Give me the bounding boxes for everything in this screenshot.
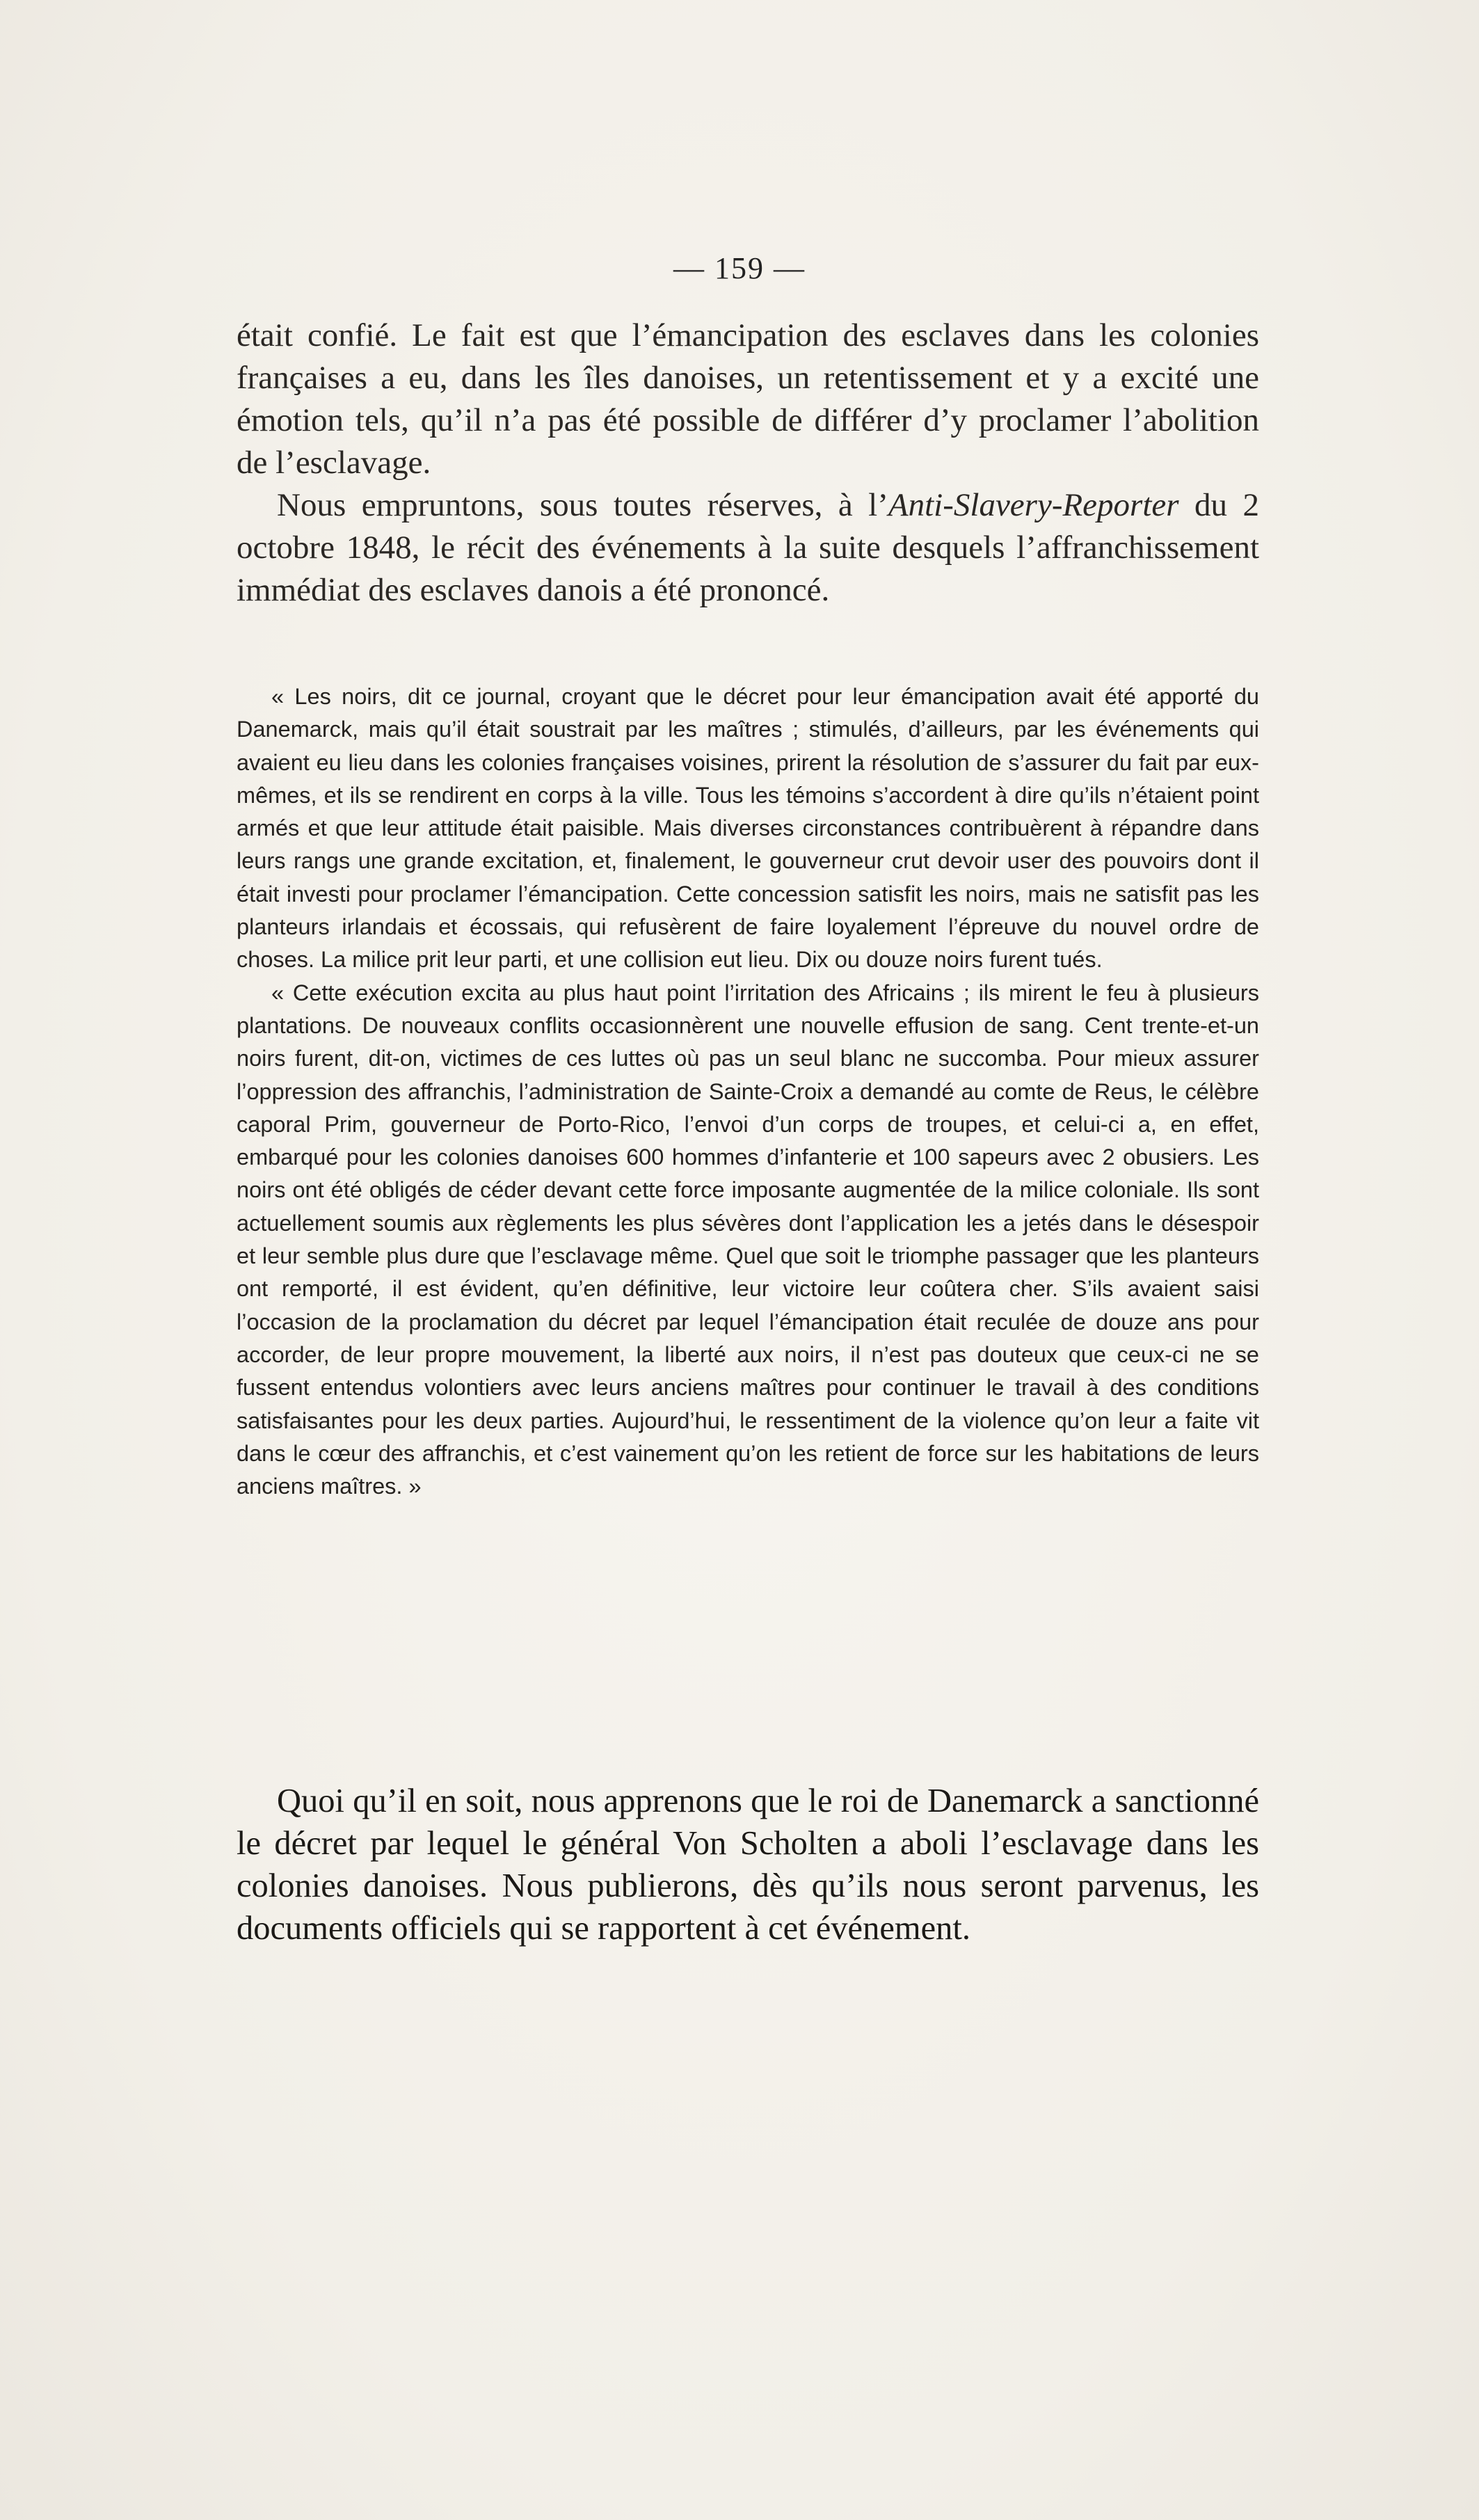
quote-paragraph-2: « Cette exécution excita au plus haut point l’irritation des Africains ; ils mirent le feu à plusieurs plantations. De nouveaux conflits occasionnèrent une nouvelle effusion de sang. Cent trente-et-un noirs furent, dit-on, victimes de ces luttes où pas un seul blanc ne succomba. Pour mieux assurer l’oppression des affranchis, l’administration de Sainte-Croix a demandé au comte de Reus, le célèbre caporal Prim, gouverneur de Porto-Rico, l’envoi d’un corps de troupes, et celui-ci a, en effet, embarqué pour les colonies danoises 600 hommes d’infanterie et 100 sapeurs avec 2 obusiers. Les noirs ont été obligés de céder devant cette force imposante augmentée de la milice coloniale. Ils sont actuellement soumis aux règlements les plus sévères dont l’application les a jetés dans le désespoir et leur semble plus dure que l’esclavage même. Quel que soit le triomphe passager que les planteurs ont remporté, il est évident, qu’en définitive, leur victoire leur coûtera cher. S’ils avaient saisi l’occasion de la proclamation du décret par lequel l’émancipation était reculée de douze ans pour accorder, de leur propre mouvement, la liberté aux noirs, il n’est pas douteux que ceux-ci ne se fussent entendus volontiers avec leurs anciens maîtres pour continuer le travail à des conditions satisfaisantes pour les deux parties. Aujourd’hui, le ressentiment de la violence qu’on leur a faite vit dans le cœur des affranchis, et c’est vainement qu’on les retient de force sur les habitations de leurs anciens maîtres. » [237,980,1259,1499]
paragraph-2-end: du 2 octobre 1848, le récit des événements à la suite desquels l’affranchissement immédiat des esclaves danois a été prononcé. [237,487,1259,608]
paragraph-2-italic: Anti-Slavery-Reporter [888,487,1179,523]
quotation [237,680,1259,1503]
paragraph-2 [237,484,1259,612]
paragraph-1: était confié. Le fait est que l’émancipation des esclaves dans les colonies françaises a eu, dans les îles danoises, un retentissement et y a excité une émotion tels, qu’il n’a pas été possible de différer d’y proclamer l’abolition de l’esclavage. [237,317,1259,481]
quote-paragraph-1: « Les noirs, dit ce journal, croyant que le décret pour leur émancipation avait été apporté du Danemarck, mais qu’il était soustrait par les maîtres ; stimulés, d’ailleurs, par les événements qui avaient eu lieu dans les colonies françaises voisines, prirent la résolution de s’assurer du fait par eux-mêmes, et ils se rendirent en corps à la ville. Tous les témoins s’accordent à dire qu’ils n’étaient point armés et que leur attitude était paisible. Mais diverses circonstances contribuèrent à répandre dans leurs rangs une grande excitation, et, finalement, le gouverneur crut devoir user des pouvoirs dont il était investi pour proclamer l’émancipation. Cette concession satisfit les noirs, mais ne satisfit pas les planteurs irlandais et écossais, qui refusèrent de faire loyalement l’épreuve du nouvel ordre de choses. La milice prit leur parti, et une collision eut lieu. Dix ou douze noirs furent tués. [237,684,1259,973]
paragraph-3: Quoi qu’il en soit, nous apprenons que le roi de Danemarck a sanctionné le décret par lequel le général Von Scholten a aboli l’esclavage dans les colonies danoises. Nous publierons, dès qu’ils nous seront parvenus, les documents officiels qui se rapportent à cet événement. [237,1783,1259,1947]
closing-text [237,1780,1259,1949]
paragraph-2-start: Nous empruntons, sous toutes réserves, à l’ [277,487,888,523]
page-number: — 159 — [673,251,806,285]
opening-text [237,314,1259,612]
